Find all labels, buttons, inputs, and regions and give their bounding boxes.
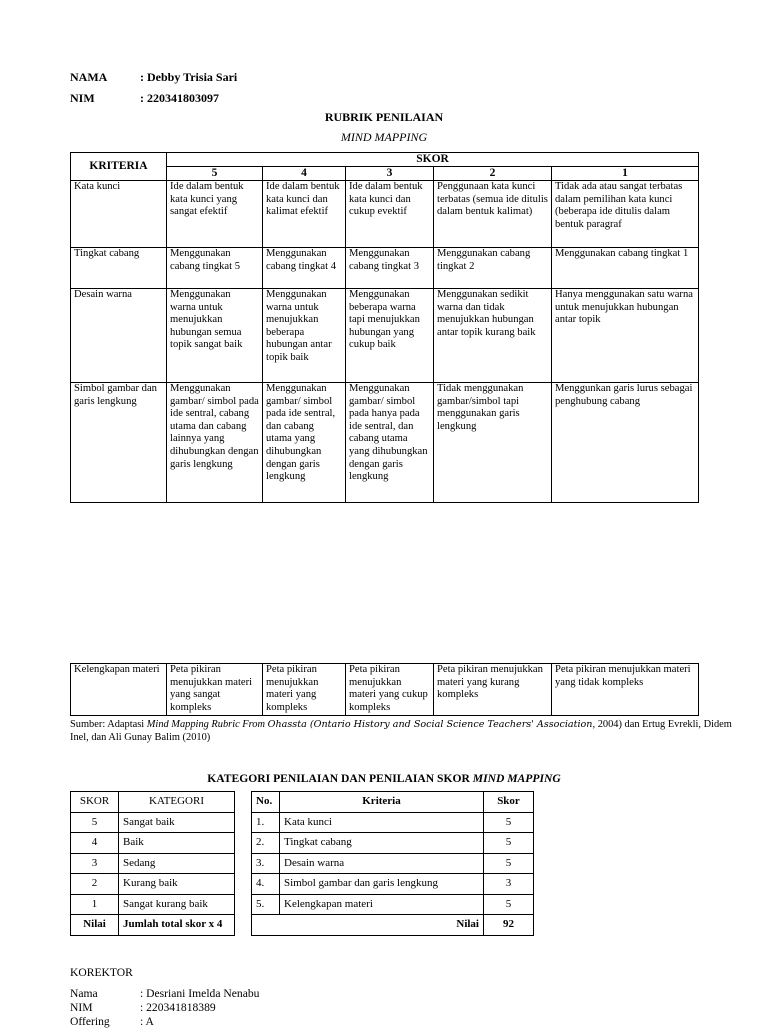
table-row [252, 833, 534, 854]
score-col-3: 3 [346, 167, 434, 181]
nama-label: NAMA [70, 70, 108, 84]
rubric-cell: Menggunakan cabang tingkat 2 [434, 248, 552, 289]
score-col-1: 1 [552, 167, 699, 181]
category-name: Sedang [119, 853, 235, 874]
criterion-cell: Kata kunci [71, 181, 167, 248]
category-score: 3 [71, 853, 119, 874]
table-row [71, 853, 235, 874]
result-score: 5 [484, 853, 534, 874]
score-col-4: 4 [263, 167, 346, 181]
rubric-cell: Menggunakan cabang tingkat 5 [167, 248, 263, 289]
page-title: RUBRIK PENILAIAN [324, 110, 444, 124]
rubric-cell: Menggunakan gambar/ simbol pada ide sentral, dan cabang utama yang dihubungkan dengan garis lengkung [263, 383, 346, 503]
criterion-cell: Desain warna [71, 289, 167, 383]
result-no: 5. [252, 894, 280, 915]
result-score: 5 [484, 894, 534, 915]
table-row [71, 248, 699, 289]
category-table [70, 791, 235, 936]
rubric-cell: Ide dalam bentuk kata kunci yang sangat efektif [167, 181, 263, 248]
korektor-offering-value: : A [140, 1015, 154, 1028]
korektor-offering-label: Offering [70, 1015, 110, 1028]
source-org: Ohassta (Ontario History and Social Science Teachers' Association [267, 719, 593, 730]
rubric-cell: Menggunakan beberapa warna tapi menujukkan hubungan yang cukup baik [346, 289, 434, 383]
category-title-text: KATEGORI PENILAIAN DAN PENILAIAN SKOR [207, 772, 473, 785]
result-no: 3. [252, 853, 280, 874]
criterion-cell: Simbol gambar dan garis lengkung [71, 383, 167, 503]
table-row [252, 874, 534, 895]
rubric-cell: Menggunakan gambar/ simbol pada ide sentral, cabang utama dan cabang lainnya yang dihubungkan dengan garis lengkung [167, 383, 263, 503]
table-row [71, 383, 699, 503]
rubric-cell: Menggunakan cabang tingkat 3 [346, 248, 434, 289]
category-name: Kurang baik [119, 874, 235, 895]
rubric-table-continued [70, 663, 699, 716]
table-row [71, 894, 235, 915]
category-header-category: KATEGORI [119, 792, 235, 813]
table-row [71, 181, 699, 248]
rubric-cell: Peta pikiran menujukkan materi yang cukup kompleks [346, 664, 434, 716]
result-score: 5 [484, 833, 534, 854]
category-name: Baik [119, 833, 235, 854]
score-col-5: 5 [167, 167, 263, 181]
rubric-cell: Peta pikiran menujukkan materi yang tidak kompleks [552, 664, 699, 716]
result-score: 5 [484, 812, 534, 833]
source-prefix: Sumber: Adaptasi [70, 719, 147, 730]
rubric-cell: Menggunakan sedikit warna dan tidak menujukkan hubungan antar topik kurang baik [434, 289, 552, 383]
result-criterion: Tingkat cabang [280, 833, 484, 854]
result-header-score: Skor [484, 792, 534, 813]
result-criterion: Kata kunci [280, 812, 484, 833]
table-row [71, 833, 235, 854]
rubric-cell: Tidak menggunakan gambar/simbol tapi menggunakan garis lengkung [434, 383, 552, 503]
result-header-no: No. [252, 792, 280, 813]
source-suffix: , 2004) dan Ertug Evrekli, Didem Inel, dan Ali Gunay Balim (2010) [70, 719, 732, 743]
result-footer-value: 92 [484, 915, 534, 936]
korektor-nim-value: : 220341818389 [140, 1001, 216, 1014]
category-footer-value: Jumlah total skor x 4 [119, 915, 235, 936]
result-no: 4. [252, 874, 280, 895]
nim-value: : 220341803097 [140, 91, 219, 105]
table-row [71, 874, 235, 895]
rubric-cell: Penggunaan kata kunci terbatas (semua ide ditulis dalam bentuk kalimat) [434, 181, 552, 248]
rubric-cell: Peta pikiran menujukkan materi yang sangat kompleks [167, 664, 263, 716]
result-table [251, 791, 534, 936]
table-row [71, 915, 235, 936]
korektor-nama-label: Nama [70, 987, 98, 1000]
korektor-title: KOREKTOR [70, 966, 133, 979]
source-title: Mind Mapping Rubric From [146, 719, 268, 730]
category-title-italic: MIND MAPPING [472, 772, 561, 785]
korektor-block [0, 966, 768, 1028]
page-subtitle: MIND MAPPING [340, 130, 428, 144]
rubric-cell: Menggunakan cabang tingkat 1 [552, 248, 699, 289]
rubric-cell: Peta pikiran menujukkan materi yang kompleks [263, 664, 346, 716]
category-name: Sangat kurang baik [119, 894, 235, 915]
rubric-cell: Menggunakan warna untuk menujukkan beberapa hubungan antar topik baik [263, 289, 346, 383]
result-score: 3 [484, 874, 534, 895]
result-no: 2. [252, 833, 280, 854]
rubric-cell: Menggunakan warna untuk menujukkan hubungan semua topik sangat baik [167, 289, 263, 383]
rubric-cell: Menggunakan cabang tingkat 4 [263, 248, 346, 289]
criterion-cell: Tingkat cabang [71, 248, 167, 289]
result-criterion: Kelengkapan materi [280, 894, 484, 915]
result-criterion: Desain warna [280, 853, 484, 874]
result-header-criteria: Kriteria [280, 792, 484, 813]
rubric-cell: Ide dalam bentuk kata kunci dan kalimat efektif [263, 181, 346, 248]
rubric-cell: Ide dalam bentuk kata kunci dan cukup evektif [346, 181, 434, 248]
category-footer-label: Nilai [71, 915, 119, 936]
student-info [0, 70, 768, 110]
table-row [71, 664, 699, 716]
category-score: 1 [71, 894, 119, 915]
score-header: SKOR [167, 153, 699, 167]
nama-value: : Debby Trisia Sari [140, 70, 238, 84]
category-name: Sangat baik [119, 812, 235, 833]
table-row [252, 915, 534, 936]
result-footer-label: Nilai [252, 915, 484, 936]
score-col-2: 2 [434, 167, 552, 181]
korektor-nama-value: : Desriani Imelda Nenabu [140, 987, 260, 1000]
table-row [71, 812, 235, 833]
rubric-cell: Menggunkan garis lurus sebagai penghubung cabang [552, 383, 699, 503]
category-header-score: SKOR [71, 792, 119, 813]
category-section-title [0, 772, 768, 785]
rubric-cell: Tidak ada atau sangat terbatas dalam pemilihan kata kunci (beberapa ide ditulis dalam bentuk paragraf [552, 181, 699, 248]
criterion-cell: Kelengkapan materi [71, 664, 167, 716]
rubric-cell: Hanya menggunakan satu warna untuk menujukkan hubungan antar topik [552, 289, 699, 383]
rubric-cell: Menggunakan gambar/ simbol pada hanya pada ide sentral, dan cabang utama yang dihubungkan dengan garis lengkung [346, 383, 434, 503]
table-row [252, 894, 534, 915]
table-row [71, 289, 699, 383]
rubric-cell: Peta pikiran menujukkan materi yang kurang kompleks [434, 664, 552, 716]
nim-label: NIM [70, 91, 95, 105]
criteria-header: KRITERIA [71, 153, 167, 181]
korektor-nim-label: NIM [70, 1001, 93, 1014]
category-score: 4 [71, 833, 119, 854]
rubric-table [70, 152, 699, 503]
table-row [252, 853, 534, 874]
result-no: 1. [252, 812, 280, 833]
category-score: 2 [71, 874, 119, 895]
source-note [70, 718, 740, 744]
table-row [252, 812, 534, 833]
category-score: 5 [71, 812, 119, 833]
result-criterion: Simbol gambar dan garis lengkung [280, 874, 484, 895]
